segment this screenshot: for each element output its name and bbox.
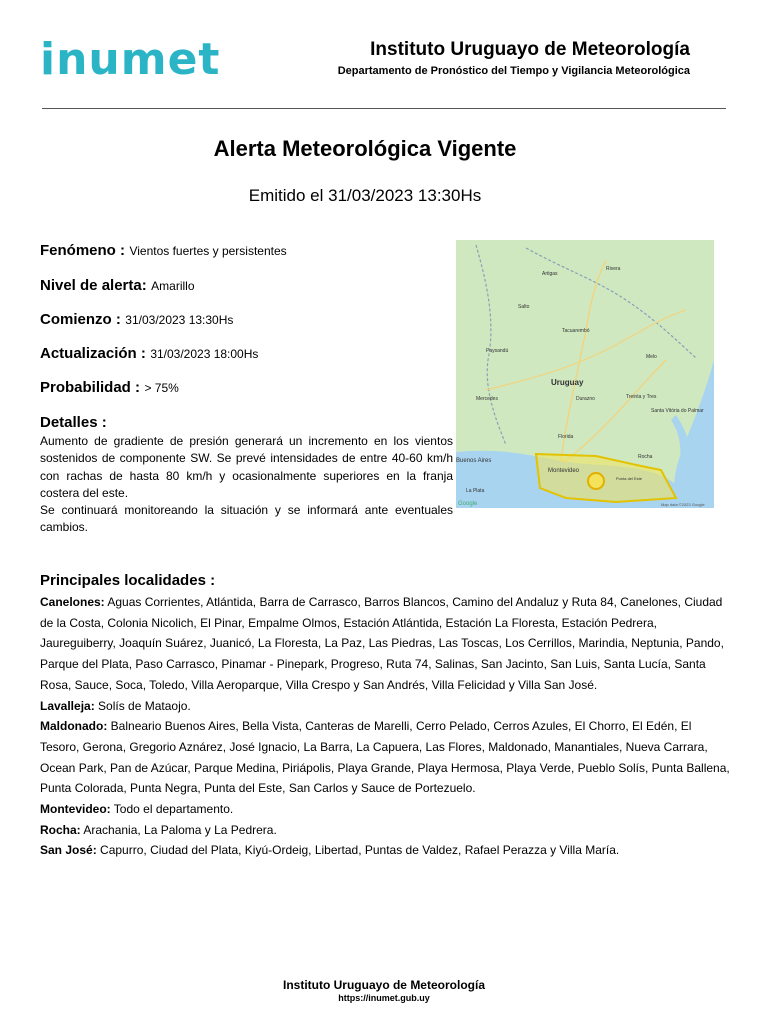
localities-title: Principales localidades : [40, 572, 216, 589]
map-label-uruguay: Uruguay [551, 378, 584, 387]
map-alert-marker [588, 473, 604, 489]
locality-dept: Canelones: [40, 595, 105, 609]
alert-map-svg [456, 240, 714, 508]
footer-institution: Instituto Uruguayo de Meteorología [282, 978, 485, 992]
map-label-salto: Salto [518, 304, 530, 310]
map-label-rocha: Rocha [638, 454, 653, 460]
map-label-artigas: Artigas [542, 271, 558, 277]
locality-san-jose [40, 840, 730, 861]
details-label: Detalles : [40, 414, 107, 431]
map-label-punta-del-este: Punta del Este [616, 476, 643, 481]
locality-dept: Lavalleja: [40, 698, 95, 713]
map-label-durazno: Durazno [576, 396, 595, 402]
locality-rocha [40, 820, 730, 841]
department-subtitle: Departamento de Pronóstico del Tiempo y Vigilancia Meteorológica [337, 65, 690, 77]
map-label-florida: Florida [558, 434, 574, 440]
footer-url[interactable]: https://inumet.gub.uy [338, 993, 430, 1003]
probabilidad-label: Probabilidad : [40, 379, 141, 396]
locality-dept: Rocha: [40, 822, 81, 837]
locality-maldonado [40, 716, 730, 799]
inumet-logo: inumet [40, 34, 221, 85]
locality-montevideo [40, 799, 730, 820]
actualizacion-label: Actualización : [40, 345, 146, 362]
details-paragraph-2: Se continuará monitoreando la situación y se informará ante eventuales cambios. [40, 503, 453, 535]
comienzo-value: 31/03/2023 13:30Hs [125, 313, 234, 327]
locality-dept: Maldonado: [40, 719, 108, 734]
map-label-santa-vitoria: Santa Vitória do Palmar [651, 408, 704, 414]
map-label-montevideo: Montevideo [548, 468, 580, 474]
comienzo-label: Comienzo : [40, 311, 121, 328]
header-divider [42, 108, 726, 109]
map-label-treinta-y-tres: Treinta y Tres [626, 394, 657, 400]
field-fenomeno [40, 242, 287, 260]
field-comienzo [40, 311, 233, 329]
map-label-rivera: Rivera [606, 266, 621, 272]
probabilidad-value: > 75% [144, 381, 179, 395]
locality-dept: Montevideo: [40, 802, 111, 817]
locality-text: Todo el departamento. [113, 802, 234, 817]
map-attribution: Map data ©2023 Google [661, 502, 705, 507]
locality-canelones [40, 592, 730, 696]
issued-date: Emitido el 31/03/2023 13:30Hs [248, 186, 482, 205]
map-google-logo: Google [458, 501, 478, 507]
locality-lavalleja [40, 696, 730, 717]
details-paragraph-1: Aumento de gradiente de presión generará un incremento en los vientos sostenidos de componente SW. Se prevé intensidades de entre 40-60 km/h con rachas de hasta 80 km/h y ocasionalmente superiores en la franja costera del este. [40, 434, 453, 500]
fenomeno-value: Vientos fuertes y persistentes [129, 244, 287, 258]
map-label-buenos-aires: Buenos Aires [456, 458, 492, 464]
localities-list [40, 592, 730, 861]
actualizacion-value: 31/03/2023 18:00Hs [150, 347, 259, 361]
field-nivel [40, 277, 195, 295]
alert-title: Alerta Meteorológica Vigente [213, 136, 517, 161]
map-label-tacuarembo: Tacuarembó [562, 328, 590, 334]
locality-text: Arachania, La Paloma y La Pedrera. [83, 822, 277, 837]
locality-dept: San José: [40, 843, 97, 858]
nivel-value: Amarillo [151, 279, 195, 293]
map-label-mercedes: Mercedes [476, 396, 498, 402]
map-label-la-plata: La Plata [466, 488, 485, 494]
alert-map[interactable] [456, 240, 714, 508]
fenomeno-label: Fenómeno : [40, 242, 125, 259]
field-actualizacion [40, 345, 258, 363]
nivel-label: Nivel de alerta: [40, 277, 147, 294]
locality-text: Aguas Corrientes, Atlántida, Barra de Carrasco, Barros Blancos, Camino del Andaluz y Ruta 84, Canelones, Ciudad de la Costa, Colonia Nicolich, El Pinar, Empalme Olmos, Estación Atlántida, Estación La Floresta, Estación Pedrera, Jaureguiberry, Joaquín Suárez, Juanicó, La Floresta, La Paz, Las Piedras, Las Toscas, Los Cerrillos, Marindia, Neptunia, Pando, Parque del Plata, Paso Carrasco, Pinamar - Pinepark, Progreso, Ruta 74, Salinas, San Jacinto, San Luis, Santa Lucía, Santa Rosa, Sauce, Soca, Toledo, Villa Aeroparque, Villa Crespo y San Andrés, Villa Felicidad y Villa San José. [40, 595, 724, 692]
details-text [40, 433, 453, 537]
field-probabilidad [40, 379, 179, 397]
map-label-melo: Melo [646, 354, 657, 360]
map-label-paysandu: Paysandú [486, 348, 509, 354]
locality-text: Balneario Buenos Aires, Bella Vista, Canteras de Marelli, Cerro Pelado, Cerros Azules, El Chorro, El Edén, El Tesoro, Gerona, Gregorio Aznárez, José Ignacio, La Barra, La Capuera, Las Flores, Maldonado, Manantiales, Nueva Carrara, Ocean Park, Pan de Azúcar, Parque Medina, Piriápolis, Playa Grande, Playa Hermosa, Playa Verde, Pueblo Solís, Punta Ballena, Punta Colorada, Punta Negra, Punta del Este, San Carlos y Sauce de Portezuelo. [40, 719, 730, 796]
institution-title: Instituto Uruguayo de Meteorología [370, 39, 690, 60]
locality-text: Solís de Mataojo. [98, 698, 191, 713]
locality-text: Capurro, Ciudad del Plata, Kiyú-Ordeig, Libertad, Puntas de Valdez, Rafael Perazza y Villa María. [100, 843, 620, 858]
